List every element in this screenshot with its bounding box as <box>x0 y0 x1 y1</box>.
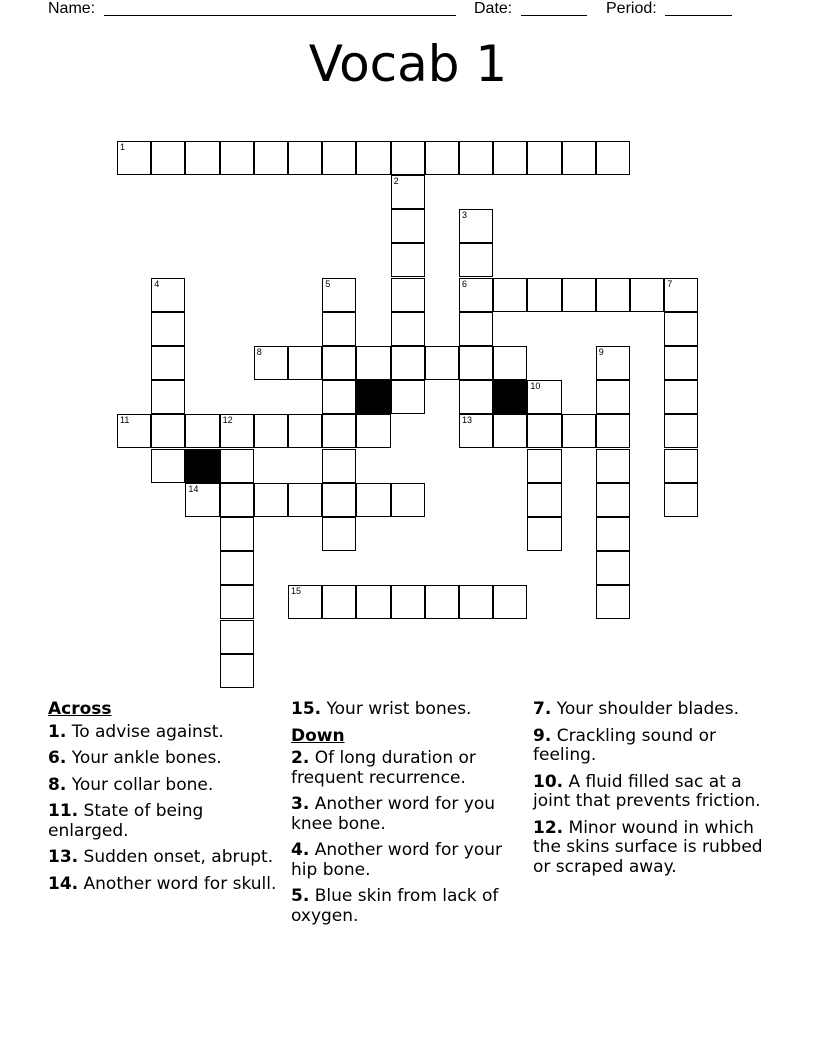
grid-cell[interactable] <box>391 209 425 243</box>
grid-cell[interactable] <box>220 654 254 688</box>
grid-cell[interactable] <box>493 414 527 448</box>
grid-cell[interactable] <box>596 585 630 619</box>
grid-cell[interactable] <box>562 278 596 312</box>
grid-cell[interactable] <box>562 141 596 175</box>
grid-cell[interactable] <box>527 141 561 175</box>
grid-cell[interactable] <box>493 585 527 619</box>
grid-cell[interactable] <box>117 141 151 175</box>
grid-cell[interactable] <box>322 312 356 346</box>
grid-cell[interactable] <box>185 141 219 175</box>
grid-cell[interactable] <box>596 517 630 551</box>
down-clue <box>291 795 521 834</box>
grid-cell[interactable] <box>185 483 219 517</box>
clue-number-label: 8. <box>48 774 67 795</box>
grid-cell[interactable] <box>527 449 561 483</box>
grid-cell[interactable] <box>220 414 254 448</box>
down-clue <box>291 841 521 880</box>
grid-cell[interactable] <box>527 517 561 551</box>
across-clue <box>291 700 521 720</box>
clue-number-label: 6. <box>48 748 67 768</box>
clues-column-1 <box>48 700 278 901</box>
grid-cell[interactable] <box>664 414 698 448</box>
clue-number-label: 15. <box>291 699 322 719</box>
grid-cell[interactable] <box>220 585 254 619</box>
grid-cell[interactable] <box>356 346 390 380</box>
clue-number: 6 <box>462 278 468 289</box>
grid-cell[interactable] <box>664 483 698 517</box>
grid-cell[interactable] <box>596 483 630 517</box>
grid-cell[interactable] <box>391 243 425 277</box>
grid-cell[interactable] <box>220 449 254 483</box>
grid-cell[interactable] <box>425 141 459 175</box>
clue-number-label: 9. <box>533 725 552 746</box>
grid-cell[interactable] <box>459 312 493 346</box>
grid-cell[interactable] <box>322 141 356 175</box>
clue-text: Another word for your hip bone. <box>291 840 502 880</box>
grid-cell[interactable] <box>459 209 493 243</box>
grid-cell[interactable] <box>288 585 322 619</box>
grid-cell[interactable] <box>185 414 219 448</box>
clue-number: 11 <box>120 415 130 426</box>
grid-cell[interactable] <box>527 278 561 312</box>
period-label: Period: <box>606 0 657 17</box>
grid-cell[interactable] <box>596 278 630 312</box>
clue-text: Sudden onset, abrupt. <box>78 847 274 867</box>
grid-cell[interactable] <box>459 346 493 380</box>
grid-cell[interactable] <box>459 414 493 448</box>
down-clue <box>291 887 521 926</box>
grid-cell[interactable] <box>664 449 698 483</box>
grid-cell[interactable] <box>459 380 493 414</box>
across-clue <box>48 848 278 868</box>
clue-text: Blue skin from lack of oxygen. <box>291 886 499 926</box>
grid-cell[interactable] <box>322 278 356 312</box>
grid-cell[interactable] <box>664 278 698 312</box>
across-clue <box>48 875 278 895</box>
grid-cell[interactable] <box>596 551 630 585</box>
clue-number-label: 4. <box>291 840 310 860</box>
across-clue <box>48 723 278 743</box>
clue-number: 2 <box>393 175 399 186</box>
down-clue <box>533 773 768 812</box>
grid-cell[interactable] <box>391 483 425 517</box>
down-heading: Down <box>291 725 345 746</box>
grid-cell[interactable] <box>322 585 356 619</box>
clue-number-label: 11. <box>48 801 79 821</box>
grid-cell[interactable] <box>288 483 322 517</box>
grid-cell[interactable] <box>322 346 356 380</box>
black-cell <box>356 380 390 414</box>
grid-cell[interactable] <box>459 278 493 312</box>
grid-cell[interactable] <box>151 312 185 346</box>
grid-cell[interactable] <box>288 346 322 380</box>
grid-cell[interactable] <box>391 312 425 346</box>
grid-cell[interactable] <box>322 414 356 448</box>
clue-number: 14 <box>188 483 199 494</box>
clue-text: Your ankle bones. <box>66 748 222 768</box>
grid-cell[interactable] <box>151 380 185 414</box>
grid-cell[interactable] <box>664 312 698 346</box>
grid-cell[interactable] <box>322 517 356 551</box>
grid-cell[interactable] <box>151 278 185 312</box>
grid-cell[interactable] <box>288 414 322 448</box>
clue-number: 10 <box>530 381 541 392</box>
clue-number-label: 10. <box>533 771 564 792</box>
clue-number: 8 <box>256 346 262 357</box>
clue-number-label: 7. <box>533 699 552 719</box>
clue-number: 4 <box>154 278 160 289</box>
grid-cell[interactable] <box>596 380 630 414</box>
down-clue <box>533 700 768 720</box>
grid-cell[interactable] <box>527 380 561 414</box>
grid-cell[interactable] <box>493 346 527 380</box>
grid-cell[interactable] <box>220 551 254 585</box>
grid-cell[interactable] <box>596 346 630 380</box>
clue-text: Your shoulder blades. <box>551 699 740 719</box>
grid-cell[interactable] <box>151 414 185 448</box>
page-title: Vocab 1 <box>308 35 508 93</box>
grid-cell[interactable] <box>391 141 425 175</box>
across-clue <box>48 776 278 796</box>
clue-number: 5 <box>325 278 331 289</box>
grid-cell[interactable] <box>493 141 527 175</box>
grid-cell[interactable] <box>527 414 561 448</box>
clue-text: Your wrist bones. <box>321 699 472 719</box>
down-clue <box>533 727 768 766</box>
black-cell <box>185 449 219 483</box>
clue-number: 12 <box>222 415 233 426</box>
grid-cell[interactable] <box>220 517 254 551</box>
grid-cell[interactable] <box>151 346 185 380</box>
clue-text: Minor wound in which the skins surface is rubbed or scraped away. <box>533 817 763 877</box>
grid-cell[interactable] <box>493 278 527 312</box>
grid-cell[interactable] <box>254 141 288 175</box>
across-clue <box>48 749 278 769</box>
across-heading: Across <box>48 699 112 719</box>
grid-cell[interactable] <box>596 414 630 448</box>
date-label: Date: <box>474 0 513 17</box>
grid-cell[interactable] <box>322 449 356 483</box>
grid-cell[interactable] <box>391 380 425 414</box>
grid-cell[interactable] <box>117 414 151 448</box>
clue-number: 7 <box>667 278 673 289</box>
grid-cell[interactable] <box>459 243 493 277</box>
grid-cell[interactable] <box>562 414 596 448</box>
grid-cell[interactable] <box>254 483 288 517</box>
grid-cell[interactable] <box>391 585 425 619</box>
down-clue <box>533 819 768 878</box>
grid-cell[interactable] <box>664 380 698 414</box>
clue-text: A fluid filled sac at a joint that prevents friction. <box>533 771 761 811</box>
grid-cell[interactable] <box>459 141 493 175</box>
grid-cell[interactable] <box>596 449 630 483</box>
grid-cell[interactable] <box>425 585 459 619</box>
clue-number-label: 3. <box>291 794 310 814</box>
grid-cell[interactable] <box>356 141 390 175</box>
grid-cell[interactable] <box>356 483 390 517</box>
grid-cell[interactable] <box>220 483 254 517</box>
clue-number-label: 12. <box>533 817 564 838</box>
grid-cell[interactable] <box>391 175 425 209</box>
grid-cell[interactable] <box>391 346 425 380</box>
grid-cell[interactable] <box>356 414 390 448</box>
grid-cell[interactable] <box>254 346 288 380</box>
clue-number-label: 13. <box>48 847 79 867</box>
clue-number-label: 1. <box>48 721 67 742</box>
grid-cell[interactable] <box>151 141 185 175</box>
grid-cell[interactable] <box>254 414 288 448</box>
grid-cell[interactable] <box>322 483 356 517</box>
clue-text: Another word for skull. <box>78 873 277 894</box>
grid-cell[interactable] <box>664 346 698 380</box>
clue-number: 13 <box>462 415 473 426</box>
clue-number-label: 14. <box>48 873 79 894</box>
clue-text: To advise against. <box>66 721 224 742</box>
clues-column-2 <box>291 700 521 933</box>
grid-cell[interactable] <box>425 346 459 380</box>
clue-text: State of being enlarged. <box>48 801 204 841</box>
across-clue <box>48 802 278 841</box>
grid-cell[interactable] <box>288 141 322 175</box>
clue-text: Your collar bone. <box>66 774 214 795</box>
clue-number-label: 2. <box>291 748 310 768</box>
grid-cell[interactable] <box>356 585 390 619</box>
clue-number-label: 5. <box>291 886 310 906</box>
clue-text: Of long duration or frequent recurrence. <box>291 748 476 788</box>
name-label: Name: <box>48 0 96 17</box>
grid-cell[interactable] <box>459 585 493 619</box>
grid-cell[interactable] <box>391 278 425 312</box>
clues-column-3 <box>533 700 768 884</box>
black-cell <box>493 380 527 414</box>
down-clue <box>291 749 521 788</box>
grid-cell[interactable] <box>151 449 185 483</box>
clue-number: 15 <box>291 586 302 597</box>
grid-cell[interactable] <box>596 141 630 175</box>
clue-number: 3 <box>462 210 468 221</box>
clue-number: 9 <box>598 346 604 357</box>
grid-cell[interactable] <box>322 380 356 414</box>
grid-cell[interactable] <box>527 483 561 517</box>
grid-cell[interactable] <box>630 278 664 312</box>
clue-text: Crackling sound or feeling. <box>533 725 716 765</box>
grid-cell[interactable] <box>220 141 254 175</box>
clue-number: 1 <box>120 141 126 152</box>
grid-cell[interactable] <box>220 620 254 654</box>
clue-text: Another word for you knee bone. <box>291 794 496 834</box>
